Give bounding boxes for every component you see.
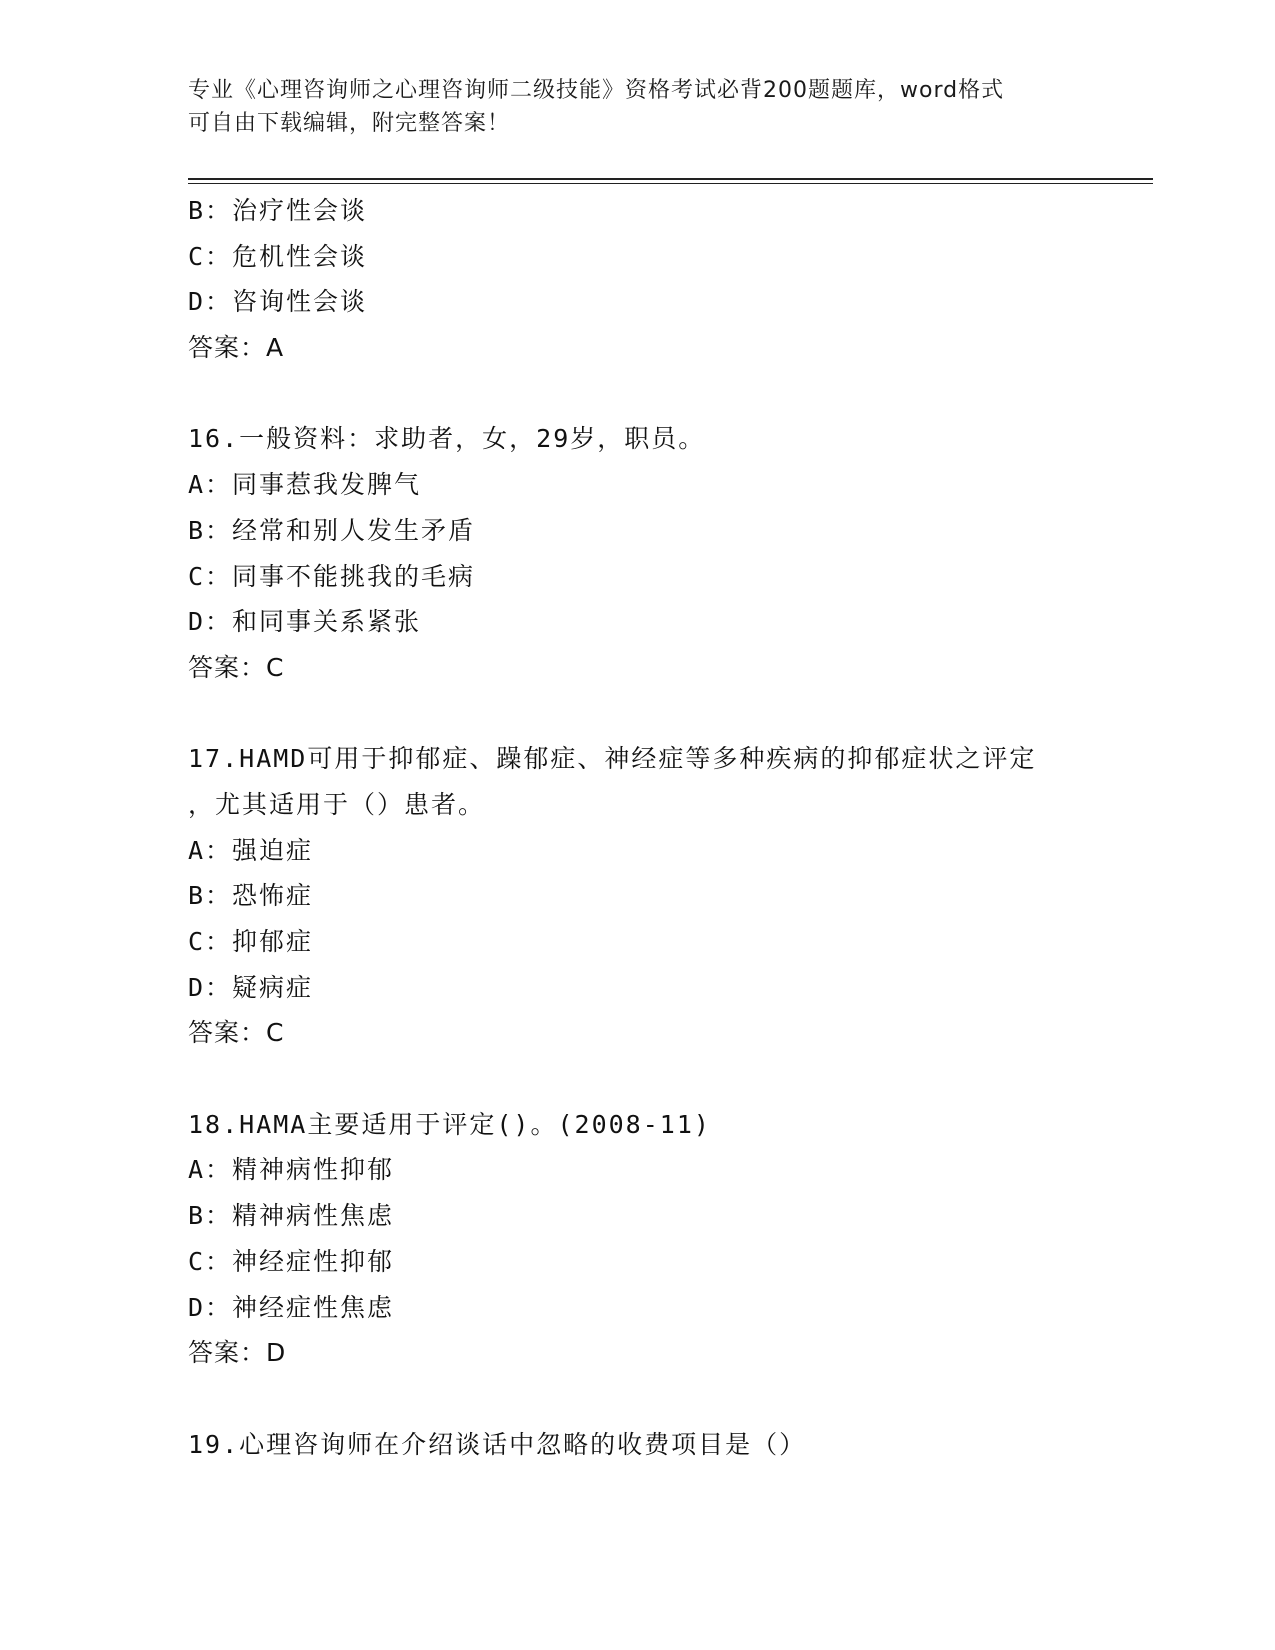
question-block-18 bbox=[188, 1102, 1148, 1376]
answer-line: 答案：C bbox=[188, 1018, 285, 1048]
spacer bbox=[188, 1056, 1148, 1102]
option-c: C：神经症性抑郁 bbox=[188, 1246, 395, 1276]
option-d: D：咨询性会谈 bbox=[188, 287, 368, 317]
option-a: A：强迫症 bbox=[188, 835, 314, 865]
spacer bbox=[188, 1376, 1148, 1422]
answer-line: 答案：C bbox=[188, 652, 285, 682]
option-b: B：恐怖症 bbox=[188, 881, 314, 911]
option-b: B：经常和别人发生矛盾 bbox=[188, 515, 476, 545]
document-header bbox=[188, 74, 1088, 140]
question-block-19 bbox=[188, 1422, 1148, 1468]
option-a: A：精神病性抑郁 bbox=[188, 1155, 395, 1185]
header-divider-thin bbox=[188, 183, 1153, 184]
question-block-17 bbox=[188, 736, 1148, 1056]
option-b: B：治疗性会谈 bbox=[188, 196, 368, 225]
question-text: 19.心理咨询师在介绍谈话中忽略的收费项目是（） bbox=[188, 1429, 807, 1459]
question-block-16 bbox=[188, 416, 1148, 690]
question-block-15 bbox=[188, 188, 1148, 371]
spacer bbox=[188, 691, 1148, 737]
option-c: C：危机性会谈 bbox=[188, 241, 368, 271]
option-c: C：同事不能挑我的毛病 bbox=[188, 561, 476, 591]
answer-line: 答案：D bbox=[188, 1338, 287, 1368]
question-text: 16.一般资料：求助者，女，29岁，职员。 bbox=[188, 424, 706, 454]
option-d: D：和同事关系紧张 bbox=[188, 607, 422, 637]
spacer bbox=[188, 371, 1148, 417]
header-title-line-1: 专业《心理咨询师之心理咨询师二级技能》资格考试必背200题题库，word格式 bbox=[188, 78, 1005, 103]
option-d: D：疑病症 bbox=[188, 972, 314, 1002]
answer-line: 答案：A bbox=[188, 333, 285, 363]
question-text-line-2: ，尤其适用于（）患者。 bbox=[188, 789, 486, 819]
question-text: 18.HAMA主要适用于评定()。(2008-11) bbox=[188, 1109, 711, 1139]
option-b: B：精神病性焦虑 bbox=[188, 1201, 395, 1231]
question-list bbox=[188, 188, 1148, 1467]
question-text-line-1: 17.HAMD可用于抑郁症、躁郁症、神经症等多种疾病的抑郁症状之评定 bbox=[188, 744, 1037, 774]
header-divider-thick bbox=[188, 178, 1153, 180]
option-a: A：同事惹我发脾气 bbox=[188, 470, 422, 500]
option-c: C：抑郁症 bbox=[188, 927, 314, 956]
header-title-line-2: 可自由下载编辑，附完整答案！ bbox=[188, 111, 511, 136]
option-d: D：神经症性焦虑 bbox=[188, 1292, 395, 1322]
